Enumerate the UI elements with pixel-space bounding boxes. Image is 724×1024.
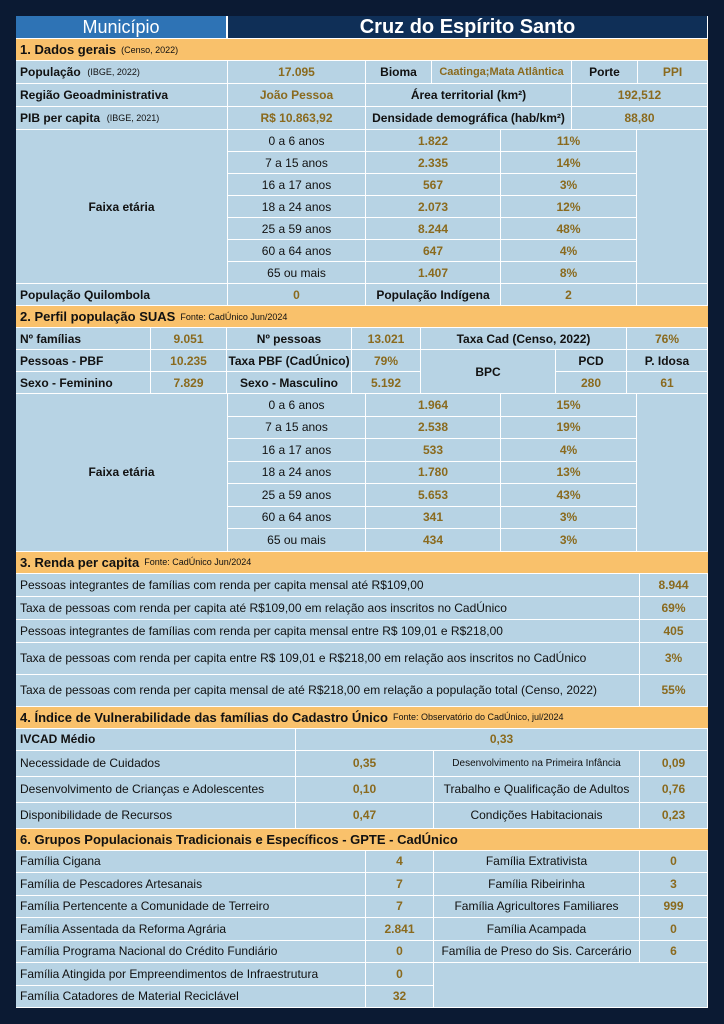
s1-age: 0 a 6 anos (228, 130, 366, 152)
pbf-value: 10.235 (151, 350, 227, 372)
masc-label: Sexo - Masculino (227, 372, 352, 394)
gpte-value: 999 (640, 896, 708, 919)
s4-row-ivcad (16, 729, 708, 751)
ivcad-dim-value: 0,35 (296, 751, 434, 777)
gpte-table (16, 851, 708, 1009)
s2-summary-table (16, 328, 708, 394)
s2-percent: 4% (501, 439, 637, 462)
gpte-label: Família Cigana (16, 851, 366, 874)
renda-label: Taxa de pessoas com renda per capita mensal de até R$218,00 em relação a população total (Censo, 2022) (16, 675, 640, 707)
s1-percent: 8% (501, 262, 637, 284)
section-2-source: Fonte: CadÚnico Jun/2024 (180, 311, 288, 322)
gpte-label: Família Agricultores Familiares (434, 896, 640, 919)
taxapbf-label: Taxa PBF (CadÚnico) (227, 350, 352, 372)
densidade-value: 88,80 (572, 107, 708, 130)
s2-faixa-blank (637, 394, 708, 552)
pidosa-value: 61 (627, 372, 708, 394)
regiao-label: Região Geoadministrativa (16, 84, 228, 107)
gpte-label: Família de Preso do Sis. Carcerário (434, 941, 640, 964)
gpte-value: 3 (640, 873, 708, 896)
s1-faixa-blank (637, 130, 708, 284)
bioma-label: Bioma (366, 61, 432, 84)
section-3-title-text: 3. Renda per capita (20, 554, 140, 570)
ivcad-dim-label: Trabalho e Qualificação de Adultos (434, 777, 640, 803)
gpte-blank (434, 963, 708, 1008)
s1-count: 567 (366, 174, 501, 196)
s1-percent: 4% (501, 240, 637, 262)
header-municipality-name: Cruz do Espírito Santo (228, 16, 708, 39)
renda-value: 69% (640, 597, 708, 620)
pcd-value: 280 (556, 372, 627, 394)
s3-row (16, 643, 708, 675)
pib-value: R$ 10.863,92 (228, 107, 366, 130)
s2-faixa-label: Faixa etária (16, 394, 228, 552)
gpte-label: Família Acampada (434, 918, 640, 941)
gpte-value: 2.841 (366, 918, 434, 941)
ivcad-dim-label: Disponibilidade de Recursos (16, 803, 296, 829)
ivcad-dim-value: 0,10 (296, 777, 434, 803)
ivcad-dim-label: Necessidade de Cuidados (16, 751, 296, 777)
s2-faixa-etaria-table (16, 394, 708, 552)
s1-row-pib (16, 107, 708, 130)
gpte-value: 0 (366, 941, 434, 964)
ivcad-dim-label: Desenvolvimento de Crianças e Adolescentes (16, 777, 296, 803)
pcd-label: PCD (556, 350, 627, 372)
masc-value: 5.192 (352, 372, 421, 394)
gpte-value: 0 (640, 918, 708, 941)
gpte-label: Família Programa Nacional do Crédito Fundiário (16, 941, 366, 964)
s1-blank (637, 284, 708, 306)
bioma-value: Caatinga;Mata Atlântica (432, 61, 572, 84)
gpte-label: Família Assentada da Reforma Agrária (16, 918, 366, 941)
municipality-sheet (16, 16, 708, 1008)
renda-label: Taxa de pessoas com renda per capita até R$109,00 em relação aos inscritos no CadÚnico (16, 597, 640, 620)
s1-percent: 12% (501, 196, 637, 218)
section-3-title (16, 552, 708, 574)
s2-percent: 13% (501, 462, 637, 485)
renda-value: 3% (640, 643, 708, 675)
s2-count: 434 (366, 529, 501, 552)
section-3-source: Fonte: CadÚnico Jun/2024 (144, 557, 252, 567)
section-2-title-text: 2. Perfil população SUAS (20, 309, 176, 324)
s4-row (16, 777, 708, 803)
s1-count: 1.407 (366, 262, 501, 284)
pib-label-text: PIB per capita (20, 111, 101, 125)
pessoas-label: Nº pessoas (227, 328, 352, 350)
s4-row (16, 751, 708, 777)
familias-value: 9.051 (151, 328, 227, 350)
gpte-label: Família de Pescadores Artesanais (16, 873, 366, 896)
s2-age: 60 a 64 anos (228, 507, 366, 530)
s2-count: 533 (366, 439, 501, 462)
gpte-value: 6 (640, 941, 708, 964)
fem-label: Sexo - Feminino (16, 372, 151, 394)
ivcad-dim-value: 0,47 (296, 803, 434, 829)
taxacad-value: 76% (627, 328, 708, 350)
gpte-value: 32 (366, 986, 434, 1009)
s1-faixa-label: Faixa etária (16, 130, 228, 284)
s4-row (16, 803, 708, 829)
s2-percent: 19% (501, 417, 637, 440)
area-value: 192,512 (572, 84, 708, 107)
s2-percent: 3% (501, 507, 637, 530)
renda-label: Pessoas integrantes de famílias com renda per capita mensal entre R$ 109,01 e R$218,00 (16, 620, 640, 643)
pib-label (16, 107, 228, 130)
ivcad-dim-value: 0,09 (640, 751, 708, 777)
header-municipio-label: Município (16, 16, 228, 39)
s1-row-regiao (16, 84, 708, 107)
ivcad-label: IVCAD Médio (16, 729, 296, 751)
gpte-value: 0 (366, 963, 434, 986)
s2-count: 2.538 (366, 417, 501, 440)
bpc-label: BPC (421, 350, 556, 394)
ivcad-dim-label: Desenvolvimento na Primeira Infância (434, 751, 640, 777)
quilombola-value: 0 (228, 284, 366, 306)
gpte-label: Família Pertencente a Comunidade de Terreiro (16, 896, 366, 919)
pbf-label: Pessoas - PBF (16, 350, 151, 372)
populacao-label-text: População (20, 65, 81, 79)
gpte-label: Família Ribeirinha (434, 873, 640, 896)
pessoas-value: 13.021 (352, 328, 421, 350)
header-row (16, 16, 708, 39)
pib-source: (IBGE, 2021) (106, 113, 160, 123)
s1-count: 2.073 (366, 196, 501, 218)
s2-age: 25 a 59 anos (228, 484, 366, 507)
s3-row (16, 675, 708, 707)
gpte-label: Família Atingida por Empreendimentos de Infraestrutura (16, 963, 366, 986)
s1-row-populacao (16, 61, 708, 84)
ivcad-dim-value: 0,23 (640, 803, 708, 829)
s3-row (16, 620, 708, 643)
s2-count: 1.964 (366, 394, 501, 417)
s2-count: 1.780 (366, 462, 501, 485)
s1-percent: 14% (501, 152, 637, 174)
renda-value: 405 (640, 620, 708, 643)
s1-age: 60 a 64 anos (228, 240, 366, 262)
populacao-label (16, 61, 228, 84)
indigena-value: 2 (501, 284, 637, 306)
gpte-value: 7 (366, 873, 434, 896)
s1-row-quilombola (16, 284, 708, 306)
s1-age: 16 a 17 anos (228, 174, 366, 196)
populacao-value: 17.095 (228, 61, 366, 84)
gpte-value: 0 (640, 851, 708, 874)
section-4-title-text: 4. Índice de Vulnerabilidade das famílias do Cadastro Único (20, 709, 388, 725)
s1-count: 2.335 (366, 152, 501, 174)
s1-age: 7 a 15 anos (228, 152, 366, 174)
gpte-value: 7 (366, 896, 434, 919)
s2-age: 7 a 15 anos (228, 417, 366, 440)
indigena-label: População Indígena (366, 284, 501, 306)
gpte-label: Família Catadores de Material Reciclável (16, 986, 366, 1009)
s3-row (16, 574, 708, 597)
porte-value: PPI (638, 61, 708, 84)
s1-count: 1.822 (366, 130, 501, 152)
s1-age: 65 ou mais (228, 262, 366, 284)
s1-percent: 48% (501, 218, 637, 240)
fem-value: 7.829 (151, 372, 227, 394)
s2-age: 0 a 6 anos (228, 394, 366, 417)
taxapbf-value: 79% (352, 350, 421, 372)
pidosa-label: P. Idosa (627, 350, 708, 372)
taxacad-label: Taxa Cad (Censo, 2022) (421, 328, 627, 350)
s1-count: 647 (366, 240, 501, 262)
quilombola-label: População Quilombola (16, 284, 228, 306)
s2-percent: 3% (501, 529, 637, 552)
renda-label: Taxa de pessoas com renda per capita entre R$ 109,01 e R$218,00 em relação aos inscritos no CadÚnico (16, 643, 640, 675)
section-1-title-text: 1. Dados gerais (20, 42, 117, 57)
s2-count: 341 (366, 507, 501, 530)
s1-age: 18 a 24 anos (228, 196, 366, 218)
s1-count: 8.244 (366, 218, 501, 240)
porte-label: Porte (572, 61, 638, 84)
s2-count: 5.653 (366, 484, 501, 507)
gpte-value: 4 (366, 851, 434, 874)
s2-percent: 15% (501, 394, 637, 417)
ivcad-dim-value: 0,76 (640, 777, 708, 803)
s2-percent: 43% (501, 484, 637, 507)
densidade-label: Densidade demográfica (hab/km²) (366, 107, 572, 130)
regiao-value: João Pessoa (228, 84, 366, 107)
section-1-source: (Censo, 2022) (121, 44, 179, 55)
populacao-source: (IBGE, 2022) (87, 67, 140, 77)
section-4-title (16, 707, 708, 729)
renda-value: 55% (640, 675, 708, 707)
ivcad-value: 0,33 (296, 729, 708, 751)
section-4-source: Fonte: Observatório do CadÚnico, jul/2024 (392, 712, 564, 722)
s1-percent: 3% (501, 174, 637, 196)
s1-faixa-etaria-table (16, 130, 708, 284)
area-label: Área territorial (km²) (366, 84, 572, 107)
renda-value: 8.944 (640, 574, 708, 597)
s2-age: 18 a 24 anos (228, 462, 366, 485)
s1-age: 25 a 59 anos (228, 218, 366, 240)
ivcad-dim-label: Condições Habitacionais (434, 803, 640, 829)
s3-row (16, 597, 708, 620)
section-1-title (16, 39, 708, 61)
gpte-label: Família Extrativista (434, 851, 640, 874)
renda-label: Pessoas integrantes de famílias com renda per capita mensal até R$109,00 (16, 574, 640, 597)
section-2-title (16, 306, 708, 328)
s1-percent: 11% (501, 130, 637, 152)
s2-age: 16 a 17 anos (228, 439, 366, 462)
section-6-title-text: 6. Grupos Populacionais Tradicionais e Específicos - GPTE - CadÚnico (20, 831, 458, 847)
familias-label: Nº famílias (16, 328, 151, 350)
s2-age: 65 ou mais (228, 529, 366, 552)
section-6-title (16, 829, 708, 851)
